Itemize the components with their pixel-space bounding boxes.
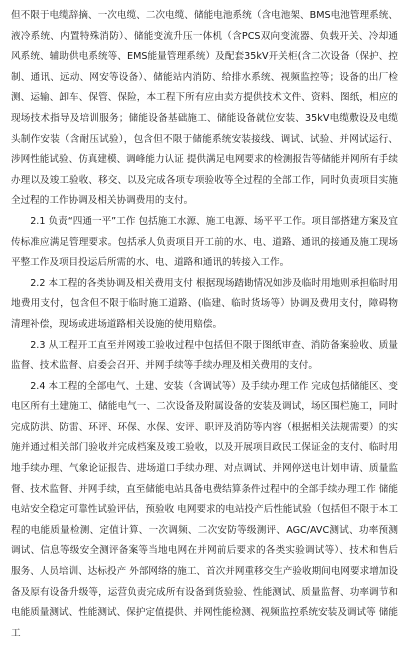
paragraph-2-2: 2.2 本工程的各类协调及相关费用支付 根据现场踏勘情况如涉及临时用地则承担临时用地费用支付，包含但不限于临时施工道路、(临建、临时货场等）协调及费用支付，障碍物清理补偿，现场或进场道路相关设施的使用赔偿。 xyxy=(11,277,398,330)
paragraph-scope-of-work: 但不限于电缆辞摘、一次电缆、二次电缆、储能电池系统（含电池架、BMS电池管理系统、液冷系统、内置特殊消防）、储能变流升压一体机（含PCS双向变流器、负载开关、冷却通风系统、辅助供电系统等、EMS能量管理系统）及配套35kV开关柜(含二次设备（保护、控制、通讯、远动、网安等设备）、储能站内消防、给排水系统、视频监控等；设备的出厂检测、运输、卸车、保管、保险，本工程下所有应由卖方提供技术文件、资料、图纸，相应的现场技术指导及培训服务；储能设备基础施工、储能设备就位安装、35kV电缆敷设及电缆头制作安装（含耐压试验），包含但不限于储能系统安装接线、调试、试验、并网试运行、涉网性能试验、仿真建模、调峰能力认证 提供满足电网要求的检测报告等储能并网所有手续办理以及竣工验收、移交、以及完成各项专项验收等全过程的全部工作，同时负责项目实施全过程的工作协调及相关协调费用的支付。 xyxy=(11,10,398,207)
paragraph-2-3: 2.3 从工程开工直至并网竣工验收过程中包括但不限于图纸审查、消防备案验收、质量监督、技术监督、启委会召开、并网手续等手续办理及相关费用的支付。 xyxy=(11,339,398,372)
paragraph-2-4: 2.4 本工程的全部电气、土建、安装（含调试等）及手续办理工作 完成包括储能区、变电区所有土建施工、储能电气一、二次设备及附属设备的安装及调试，场区围栏施工，同时完成防洪、防雷、环评、环保、水保、安评、职评及消防等内容（根据相关法规需要）的实施并通过相关部门验收并完成档案及竣工验收，以及开展项目政民工保证金的支付、临时用地手续办理、气象论证报告、进场道口手续办理、对点调试、并网停送电计划申请、质量监督、技术监督、并网手续，直至储能电站具备电费结算条件过程中的全部手续办理工作 储能电站安全稳定可靠性试验评估，预验收 电网要求的电站投产后性能试验（包括但不限于本工程的电能质量检测、定值计算、一次调频、二次安防等级测评、AGC/AVC测试、功率预测调试、信息等级安全测评备案等当地电网在并网前后要求的各类实验调试等）、技术和售后服务、人员培训、达标投产 外部网络的施工、首次并网重移交生产验收期间电网要求增加设备及原有设备升级等，运营负责完成所有设备到货验验、性能测试、质量监督、功率调节和电能质量测试、性能测试、保护定值提供、并网性能检测、视频监控系统安装及调试等 储能工 xyxy=(11,380,398,639)
paragraph-2-1: 2.1 负责“四通一平”工作 包括施工水源、施工电源、场平平工作。项目部搭建方案及宜传标准应满足管理要求。包括承人负责项目开工前的水、电、道路、通讯的接通及施工现场平整工作及项目投运后所需的水、电、道路和通讯的转接入工作。 xyxy=(11,215,398,269)
